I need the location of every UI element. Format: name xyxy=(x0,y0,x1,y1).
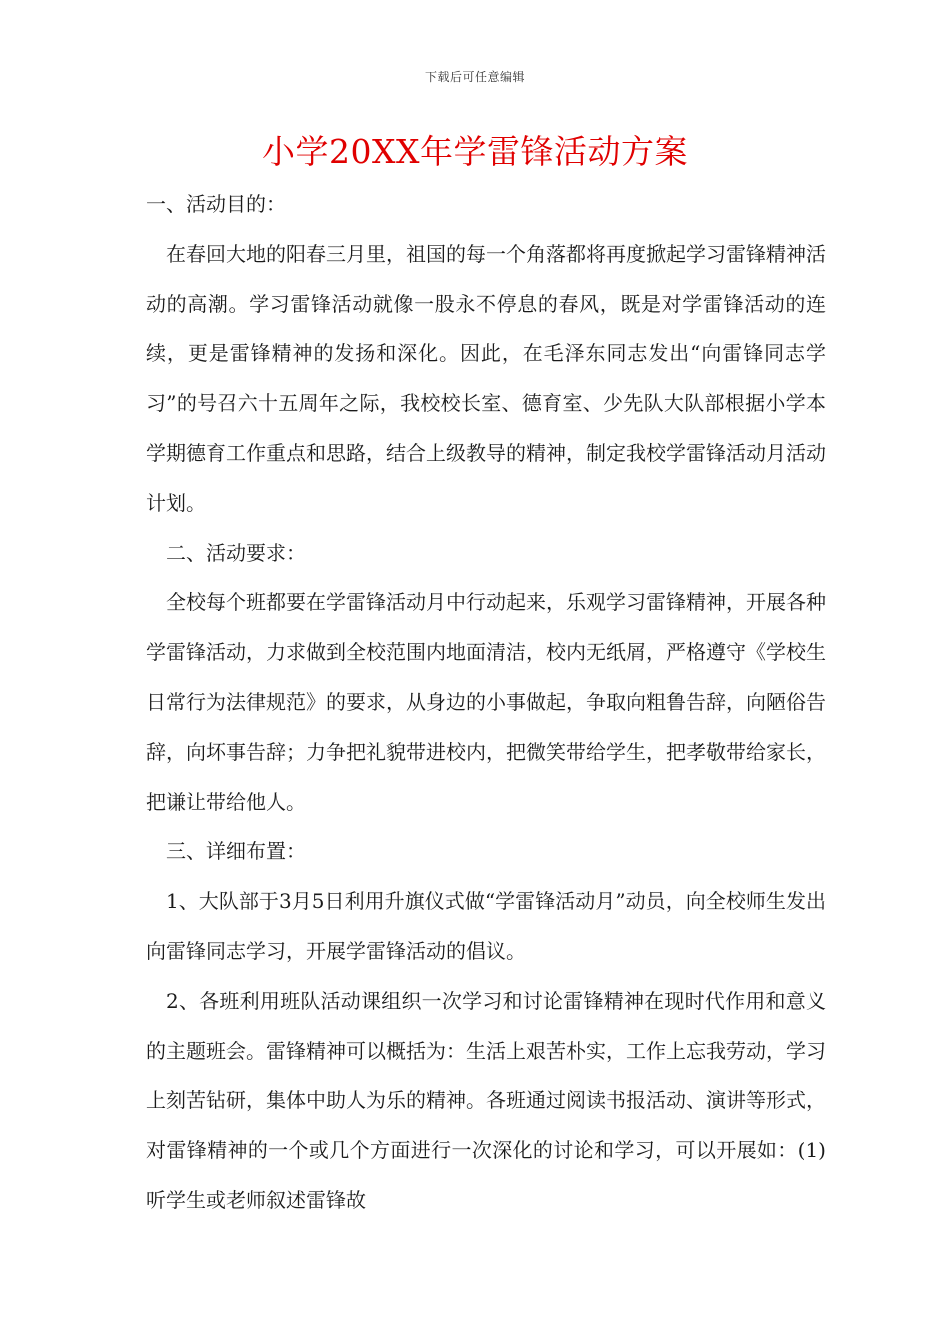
section-heading-purpose: 一、活动目的： xyxy=(146,192,286,216)
arrangement-item-1: 1、大队部于3月5日利用升旗仪式做“学雷锋活动月”动员，向全校师生发出向雷锋同志学习，开展学雷锋活动的倡议。 xyxy=(146,889,826,963)
paragraph-purpose: 在春回大地的阳春三月里，祖国的每一个角落都将再度掀起学习雷锋精神活动的高潮。学习雷锋活动就像一股永不停息的春风，既是对学雷锋活动的连续，更是雷锋精神的发扬和深化。因此，在毛泽东同志发出“向雷锋同志学习”的号召六十五周年之际，我校校长室、德育室、少先队大队部根据小学本学期德育工作重点和思路，结合上级教导的精神，制定我校学雷锋活动月活动计划。 xyxy=(146,241,826,515)
document-title: 小学20XX年学雷锋活动方案 xyxy=(262,132,688,171)
document-body xyxy=(146,180,826,1226)
header-note: 下载后可任意编辑 xyxy=(424,70,525,84)
arrangement-item-2: 2、各班利用班队活动课组织一次学习和讨论雷锋精神在现时代作用和意义的主题班会。雷锋精神可以概括为：生活上艰苦朴实，工作上忘我劳动，学习上刻苦钻研，集体中助人为乐的精神。各班通过阅读书报活动、演讲等形式，对雷锋精神的一个或几个方面进行一次深化的讨论和学习，可以开展如：(1)听学生或老师叙述雷锋故 xyxy=(146,988,826,1212)
section-heading-requirements: 二、活动要求： xyxy=(166,540,306,565)
section-heading-arrangement: 三、详细布置： xyxy=(166,839,306,864)
paragraph-requirements: 全校每个班都要在学雷锋活动月中行动起来，乐观学习雷锋精神，开展各种学雷锋活动，力求做到全校范围内地面清洁，校内无纸屑，严格遵守《学校生日常行为法律规范》的要求，从身边的小事做起，争取向粗鲁告辞，向陋俗告辞，向坏事告辞；力争把礼貌带进校内，把微笑带给学生，把孝敬带给家长，把谦让带给他人。 xyxy=(146,590,826,814)
